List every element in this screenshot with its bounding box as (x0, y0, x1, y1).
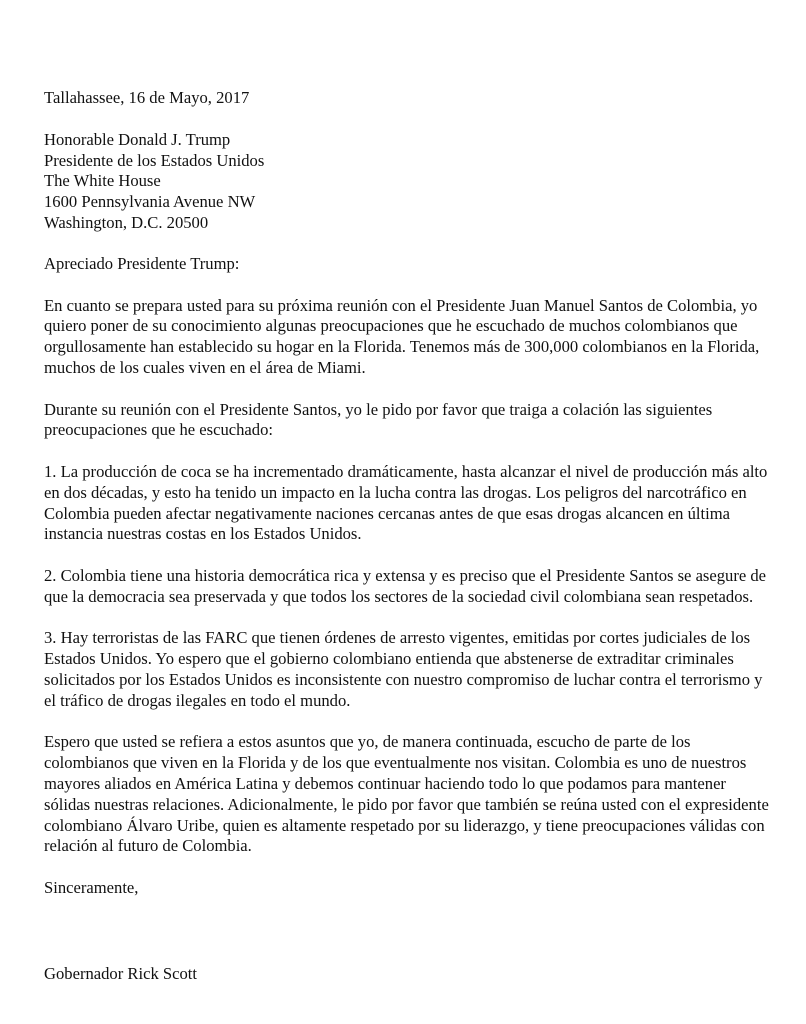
salutation: Apreciado Presidente Trump: (44, 253, 240, 273)
paragraph-intro: En cuanto se prepara usted para su próxima reunión con el Presidente Juan Manuel Santos de Colombia, yo quiero poner de su conocimiento algunas preocupaciones que he escuchado de muchos colombianos que orgullosamente han establecido su hogar en la Florida. Tenemos más de 300,000 colombianos en la Florida, muchos de los cuales viven en el área de Miami. (44, 295, 760, 377)
closing: Sinceramente, (44, 878, 139, 898)
recipient-street: 1600 Pennsylvania Avenue NW (44, 192, 256, 212)
recipient-building: The White House (44, 171, 161, 191)
recipient-title: Presidente de los Estados Unidos (44, 150, 265, 170)
recipient-name: Honorable Donald J. Trump (44, 129, 231, 149)
paragraph-request: Durante su reunión con el Presidente Santos, yo le pido por favor que traiga a colación las siguientes preocupaciones que he escuchado: (44, 399, 713, 440)
paragraph-point-2: 2. Colombia tiene una historia democrática rica y extensa y es preciso que el Presidente Santos se asegure de que la democracia sea preservada y que todos los sectores de la sociedad civil colombiana sean respetados. (44, 565, 767, 606)
signature-line: Gobernador Rick Scott (44, 964, 197, 983)
recipient-city: Washington, D.C. 20500 (44, 212, 209, 232)
paragraph-point-1: 1. La producción de coca se ha incrementado dramáticamente, hasta alcanzar el nivel de producción más alto en dos décadas, y esto ha tenido un impacto en la lucha contra las drogas. Los peligros del narcotráfico en Colombia pueden afectar negativamente naciones cercanas antes de que esas drogas alcancen en última instancia nuestras costas en los Estados Unidos. (44, 461, 768, 544)
paragraph-point-3: 3. Hay terroristas de las FARC que tienen órdenes de arresto vigentes, emitidas por cortes judiciales de los Estados Unidos. Yo espero que el gobierno colombiano entienda que abstenerse de extraditar criminales solicitados por los Estados Unidos es inconsistente con nuestro compromiso de luchar contra el terrorismo y el tráfico de drogas ilegales en todo el mundo. (44, 628, 763, 710)
recipient-address (44, 130, 774, 234)
paragraph-conclusion: Espero que usted se refiera a estos asuntos que yo, de manera continuada, escucho de parte de los colombianos que viven en la Florida y de los que eventualmente nos visitan. Colombia es uno de nuestros mayores aliados en América Latina y debemos continuar haciendo todo lo que podamos para mantener sólidas nuestras relaciones. Adicionalmente, le pido por favor que también se reúna usted con el expresidente colombiano Álvaro Uribe, quien es altamente respetado por su liderazgo, y tiene preocupaciones válidas con relación al futuro de Colombia. (44, 732, 769, 856)
letter-body (44, 88, 774, 899)
letter-date: Tallahassee, 16 de Mayo, 2017 (44, 88, 250, 107)
